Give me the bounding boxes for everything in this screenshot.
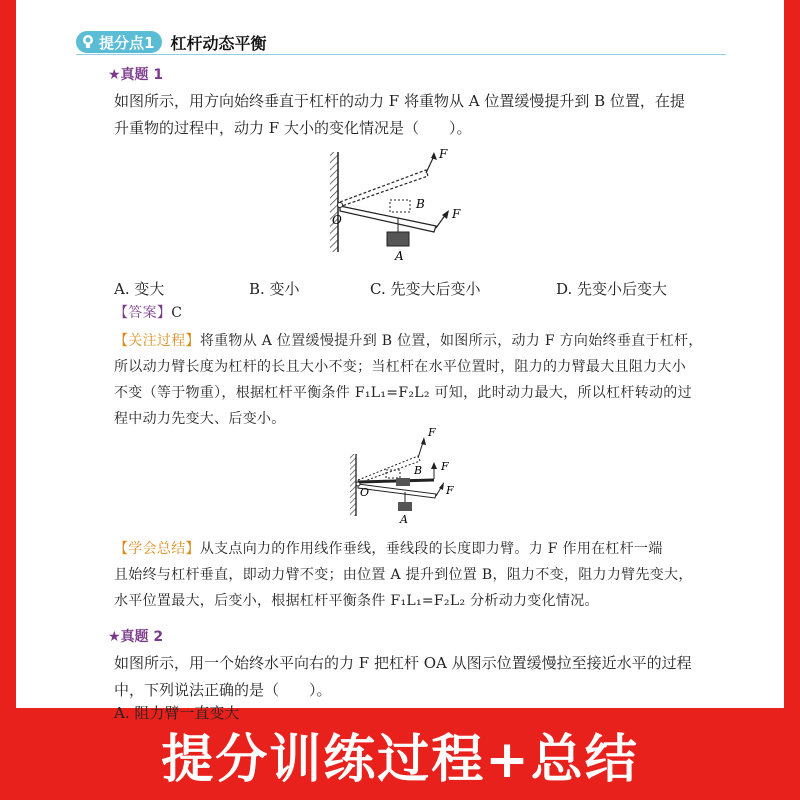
force-label-bottom: F — [452, 207, 461, 221]
weight-a — [387, 232, 409, 246]
question-1-text-line-1: 如图所示，用方向始终垂直于杠杆的动力 F 将重物从 A 位置缓慢提升到 B 位置，在提 — [114, 92, 685, 110]
summary-line-2: 且始终与杠杆垂直，即动力臂不变；由位置 A 提升到位置 B，阻力不变，阻力力臂先变大， — [114, 567, 693, 583]
f-label-3: F — [446, 484, 454, 497]
pivot-label: O — [332, 213, 342, 227]
summary-line-3: 水平位置最大，后变小，根据杠杆平衡条件 F₁L₁=F₂L₂ 分析动力变化情况。 — [114, 593, 599, 609]
process-line-3: 不变（等于物重），根据杠杆平衡条件 F₁L₁=F₂L₂ 可知，此时动力最大，所以杠杆转动的过 — [114, 385, 692, 401]
f-label-1: F — [428, 426, 436, 439]
process-text-1: 将重物从 A 位置缓慢提升到 B 位置，如图所示，动力 F 方向始终垂直于杠杆， — [199, 333, 703, 349]
process-line-2: 所以动力臂长度为杠杆的长且大小不变；当杠杆在水平位置时，阻力的力臂最大且阻力大小 — [114, 359, 686, 375]
process-line-4: 程中动力先变大、后变小。 — [114, 411, 286, 427]
option-c: C. 先变大后变小 — [370, 280, 481, 298]
wall-hatch — [330, 152, 338, 252]
answer-line — [114, 300, 182, 326]
point-badge — [76, 31, 162, 53]
a-label: A — [400, 513, 408, 526]
o-label: O — [360, 486, 370, 499]
question-2-text-line-1: 如图所示，用一个始终水平向右的力 F 把杠杆 OA 从图示位置缓慢拉至接近水平的过程 — [114, 654, 692, 672]
header-divider — [76, 54, 726, 55]
process-tag: 【关注过程】 — [114, 333, 200, 349]
question-2-text-line-2: 中，下列说法正确的是（ ）。 — [114, 681, 332, 699]
weight-b-outline — [390, 200, 410, 212]
lightbulb-icon — [80, 34, 96, 50]
question-1-text-line-2: 升重物的过程中，动力 F 大小的变化情况是（ ）。 — [114, 119, 472, 137]
position-a-label: A — [395, 249, 404, 263]
lever-dashed-position — [358, 456, 423, 483]
lever-diagram-2 — [346, 422, 466, 528]
option-a: A. 变大 — [114, 280, 165, 298]
position-b-label: B — [416, 197, 425, 211]
question-2-partial-option: A. 阻力臂一直变大 — [114, 704, 240, 722]
option-b: B. 变小 — [249, 280, 300, 298]
force-label-top: F — [439, 147, 448, 161]
process-line-1 — [114, 328, 703, 354]
lever-position-b — [340, 170, 428, 206]
section-title: 杠杆动态平衡 — [170, 33, 267, 53]
lever-diagram-1 — [316, 148, 486, 264]
summary-text-1: 从支点向力的作用线作垂线，垂线段的长度即力臂。力 F 作用在杠杆一端 — [199, 541, 663, 557]
promo-banner: 提分训练过程+总结 — [161, 729, 639, 790]
document-page — [16, 0, 784, 722]
badge-label: 提分点1 — [99, 33, 155, 52]
summary-line-1 — [114, 536, 663, 562]
answer-tag: 【答案】 — [114, 305, 172, 321]
question-1-label: ★真题 1 — [108, 67, 164, 83]
answer-value: C — [171, 305, 183, 321]
b-label: B — [414, 464, 423, 477]
summary-tag: 【学会总结】 — [114, 541, 200, 557]
option-d: D. 先变小后变大 — [556, 280, 668, 298]
question-2-label: ★真题 2 — [108, 629, 164, 645]
section-header — [76, 30, 266, 54]
f-label-2: F — [441, 460, 449, 473]
